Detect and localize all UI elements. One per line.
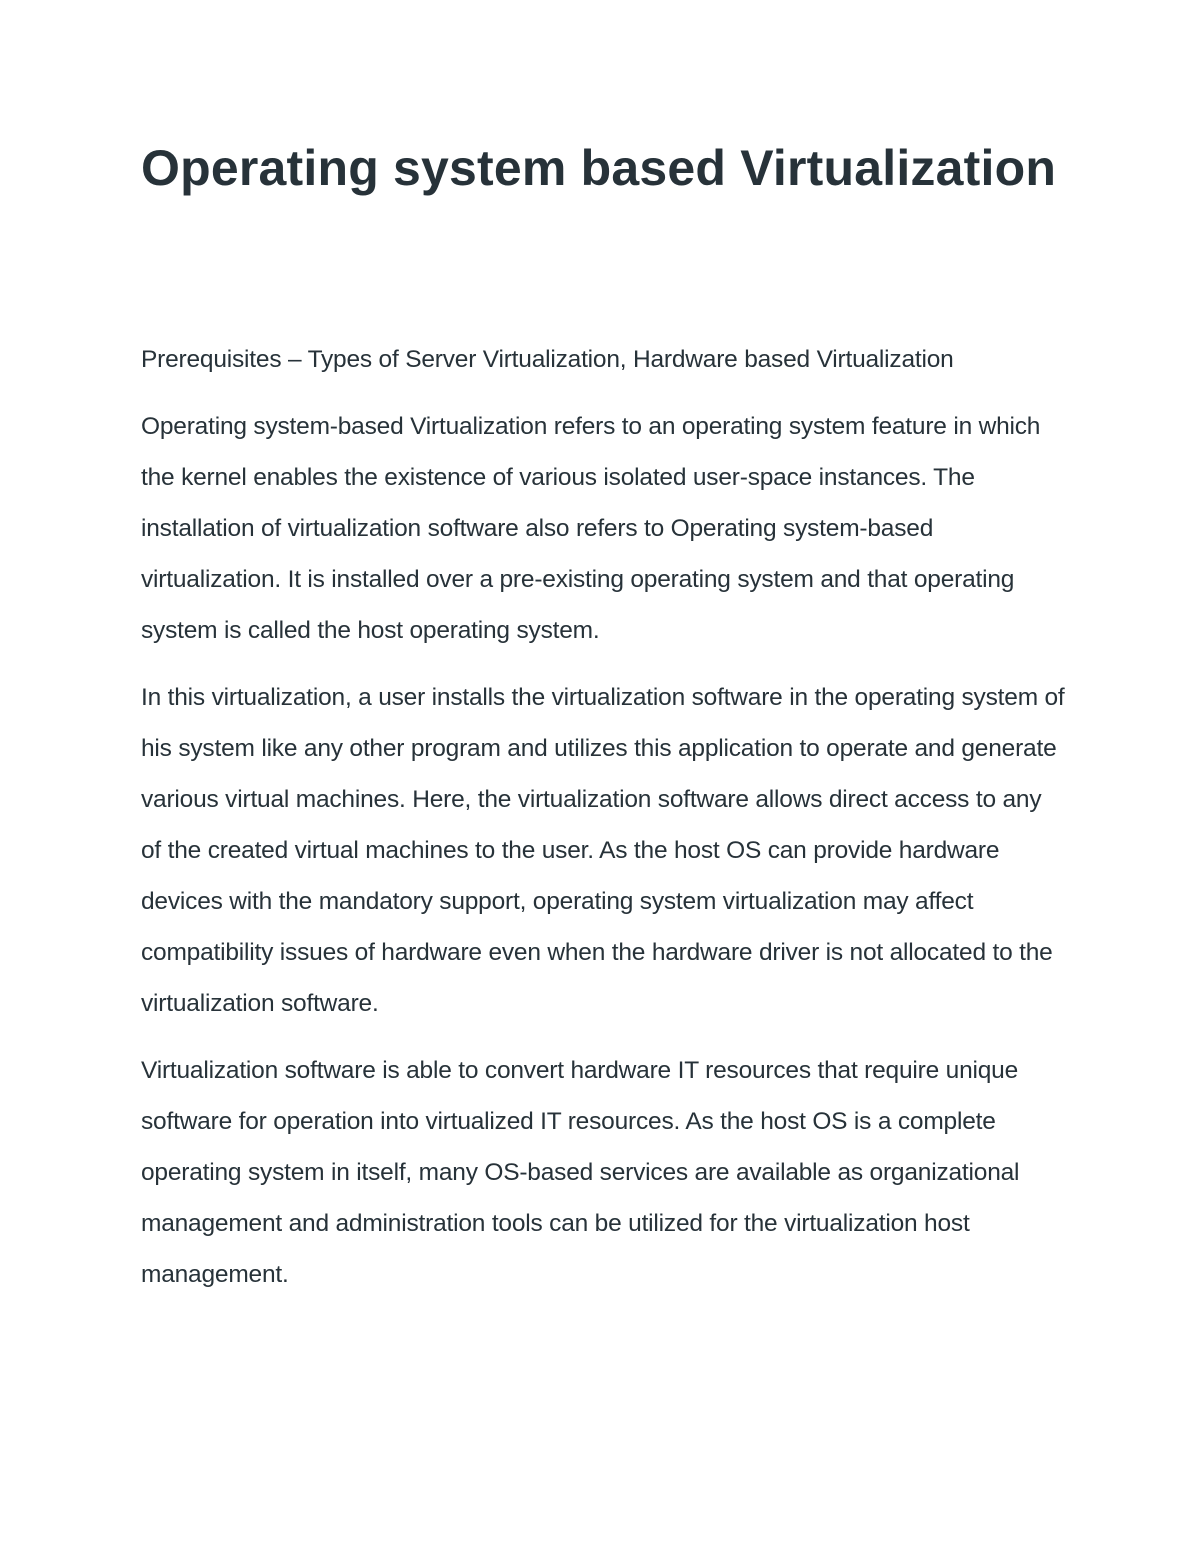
prerequisites-paragraph: Prerequisites – Types of Server Virtualization, Hardware based Virtualization [141,346,954,373]
body-paragraph: Operating system-based Virtualization refers to an operating system feature in which the kernel enables the existence of various isolated user-space instances. The installation of virtualization software also refers to Operating system-based virtualization. It is installed over a pre-existing operating system and that operating system is called the host operating system. [141,413,1041,644]
body-paragraph: Virtualization software is able to convert hardware IT resources that require unique software for operation into virtualized IT resources. As the host OS is a complete operating system in itself, many OS-based services are available as organizational management and administration tools can be utilized for the virtualization host management. [141,1057,1020,1288]
body-paragraph: In this virtualization, a user installs the virtualization software in the operating system of his system like any other program and utilizes this application to operate and generate various virtual machines. Here, the virtualization software allows direct access to any of the created virtual machines to the user. As the host OS can provide hardware devices with the mandatory support, operating system virtualization may affect compatibility issues of hardware even when the hardware driver is not allocated to the virtualization software. [141,684,1065,1017]
page-title: Operating system based Virtualization [141,140,1057,196]
article-body [141,334,1066,1316]
